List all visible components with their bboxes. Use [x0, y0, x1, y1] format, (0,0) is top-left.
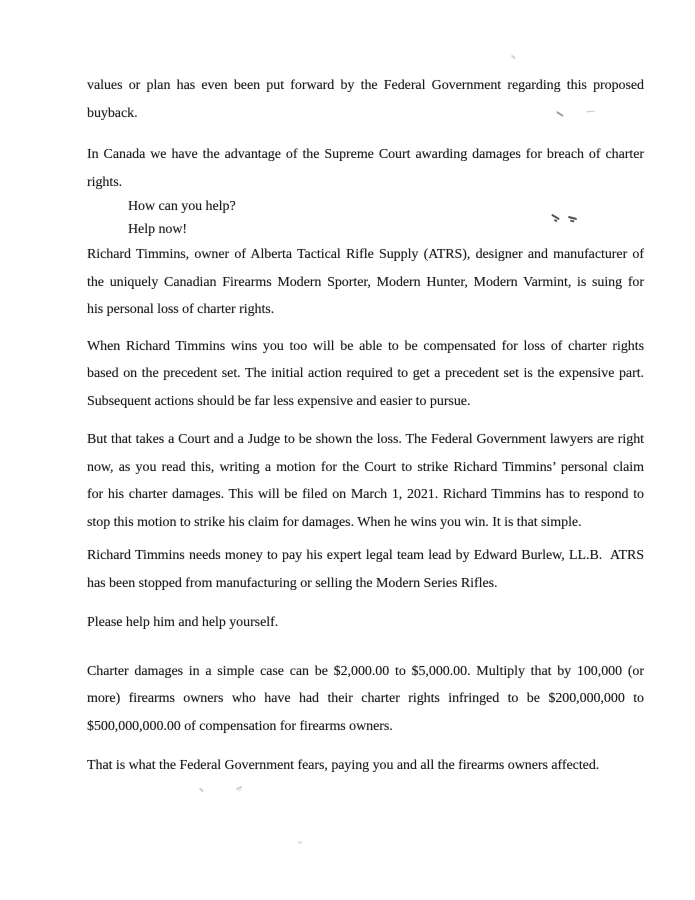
text-line: That is what the Federal Government fears, paying you and all the firearms owners affected.: [87, 758, 600, 773]
text-line: Richard Timmins, owner of Alberta Tactical Rifle Supply (ATRS), designer and manufacturer of: [87, 247, 644, 262]
paragraph: [87, 658, 644, 741]
paragraph: [87, 333, 644, 416]
tab-indented-line: [87, 196, 644, 219]
text-line: How can you help?: [128, 199, 236, 214]
text-line: values or plan has even been put forward by the Federal Government regarding this proposed: [87, 78, 644, 93]
paragraph: [87, 241, 644, 324]
paragraph: [87, 72, 644, 127]
text-line: the uniquely Canadian Firearms Modern Sporter, Modern Hunter, Modern Varmint, is suing for: [87, 274, 644, 290]
paragraph: [87, 141, 644, 196]
scan-artifact-speck: [199, 787, 204, 792]
text-line: Richard Timmins needs money to pay his expert legal team lead by Edward Burlew, LL.B. ATRS: [87, 548, 644, 563]
text-line: has been stopped from manufacturing or selling the Modern Series Rifles.: [87, 575, 498, 591]
tab-indented-line: [87, 219, 644, 242]
scan-artifact-speck: [298, 841, 302, 844]
scan-artifact-speck: [236, 786, 242, 790]
text-line: buyback.: [87, 105, 138, 121]
text-line: Subsequent actions should be far less expensive and easier to pursue.: [87, 393, 471, 409]
text-line: more) firearms owners who have had their charter rights infringed to be $200,000,000 to: [87, 691, 644, 706]
paragraph: [87, 609, 644, 637]
text-line: his personal loss of charter rights.: [87, 302, 275, 317]
text-line: rights.: [87, 174, 123, 190]
paragraph: [87, 426, 644, 536]
paragraph: [87, 542, 644, 597]
scan-artifact-tick: [511, 55, 516, 59]
text-line: Charter damages in a simple case can be $2,000.00 to $5,000.00. Multiply that by 100,000 (or: [87, 663, 644, 679]
text-line: now, as you read this, writing a motion for the Court to strike Richard Timmins’ personal claim: [87, 459, 644, 475]
text-line: $500,000,000.00 of compensation for firearms owners.: [87, 718, 393, 734]
text-line: Help now!: [128, 221, 188, 237]
text-line: But that takes a Court and a Judge to be shown the loss. The Federal Government lawyers are right: [87, 432, 644, 447]
letter-body: [87, 72, 644, 780]
text-line: When Richard Timmins wins you too will be able to be compensated for loss of charter rights: [87, 338, 644, 354]
text-line: based on the precedent set. The initial action required to get a precedent set is the expensive part.: [87, 366, 644, 381]
text-line: for his charter damages. This will be filed on March 1, 2021. Richard Timmins has to respond to: [87, 487, 644, 502]
text-line: In Canada we have the advantage of the Supreme Court awarding damages for breach of charter: [87, 147, 644, 162]
paragraph: [87, 752, 644, 780]
text-line: stop this motion to strike his claim for damages. When he wins you win. It is that simple.: [87, 514, 582, 530]
text-line: Please help him and help yourself.: [87, 615, 279, 630]
